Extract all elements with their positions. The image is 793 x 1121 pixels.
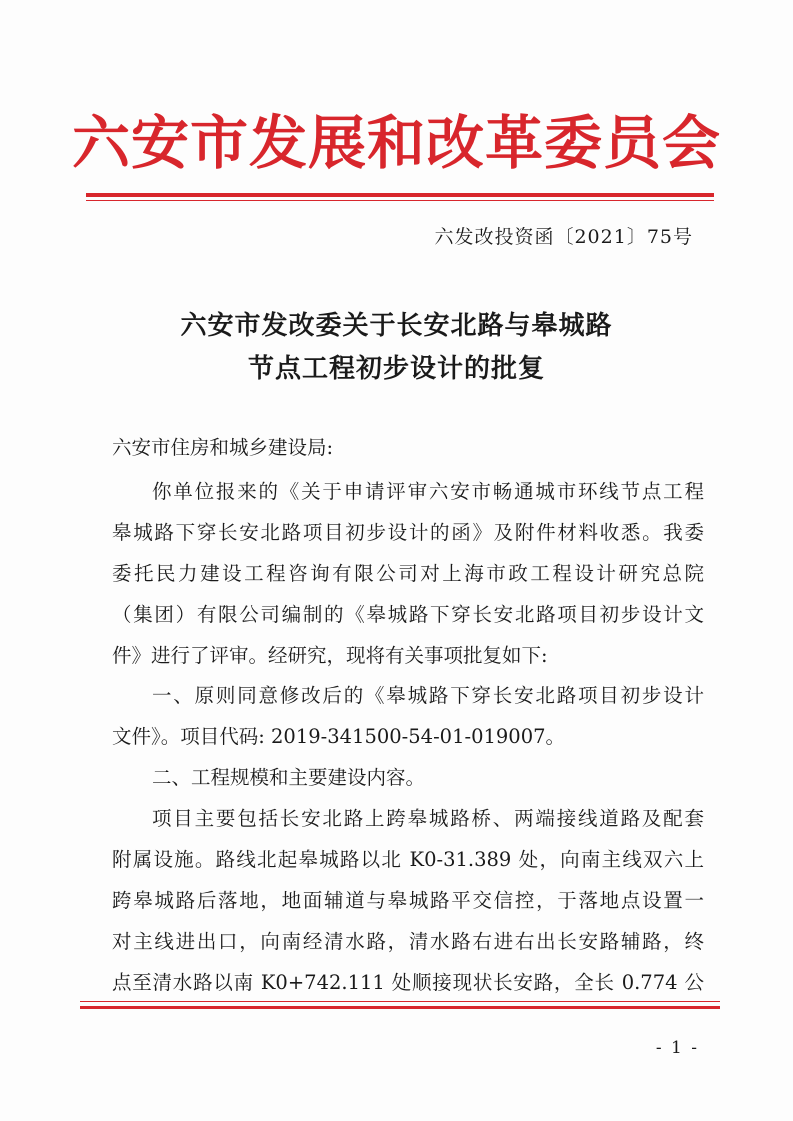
- paragraph-line: 对主线进出口，向南经清水路，清水路右进右出长安路辅路，终: [112, 930, 704, 953]
- paragraph-line: 附属设施。路线北起皋城路以北 K0-31.389 处，向南主线双六上: [112, 848, 704, 871]
- footer-red-rule-thin: [80, 1001, 720, 1002]
- addressee-line: 六安市住房和城乡建设局:: [112, 436, 334, 459]
- paragraph-4: [112, 798, 704, 1003]
- paragraph-line: 跨皋城路后落地，地面辅道与皋城路平交信控，于落地点设置一: [112, 889, 704, 912]
- addressee: [112, 427, 704, 468]
- paragraph-line: 委托民力建设工程咨询有限公司对上海市政工程设计研究总院: [112, 562, 704, 585]
- footer-red-rule-thick: [80, 1006, 720, 1009]
- paragraph-line: 皋城路下穿长安北路项目初步设计的函》及附件材料收悉。我委: [112, 521, 704, 544]
- paragraph-1: [112, 471, 704, 676]
- paragraph-line: 点至清水路以南 K0+742.111 处顺接现状长安路，全长 0.774 公: [112, 971, 704, 994]
- document-title-line-1: 六安市发改委关于长安北路与皋城路: [180, 311, 613, 341]
- paragraph-line: 文件》。项目代码: 2019-341500-54-01-019007。: [112, 725, 566, 748]
- page-number: - 1 -: [655, 1038, 699, 1058]
- paragraph-line: （集团）有限公司编制的《皋城路下穿长安北路项目初步设计文: [112, 603, 704, 626]
- paragraph-3: [112, 757, 704, 798]
- paragraph-line: 二、工程规模和主要建设内容。: [152, 766, 426, 789]
- document-title-line-2: 节点工程初步设计的批复: [247, 354, 545, 384]
- paragraph-2: [112, 675, 704, 757]
- document-number: 六发改投资函〔2021〕75号: [434, 226, 693, 248]
- paragraph-line: 项目主要包括长安北路上跨皋城路桥、两端接线道路及配套: [152, 807, 704, 830]
- header-red-rule-thick: [86, 193, 714, 197]
- issuing-authority-header: 六安市发展和改革委员会: [71, 109, 721, 177]
- paragraph-line: 你单位报来的《关于申请评审六安市畅通城市环线节点工程: [152, 480, 704, 503]
- paragraph-line: 件》进行了评审。经研究，现将有关事项批复如下:: [112, 644, 548, 667]
- header-red-rule-thin: [86, 200, 714, 201]
- paragraph-line: 一、原则同意修改后的《皋城路下穿长安北路项目初步设计: [152, 684, 704, 707]
